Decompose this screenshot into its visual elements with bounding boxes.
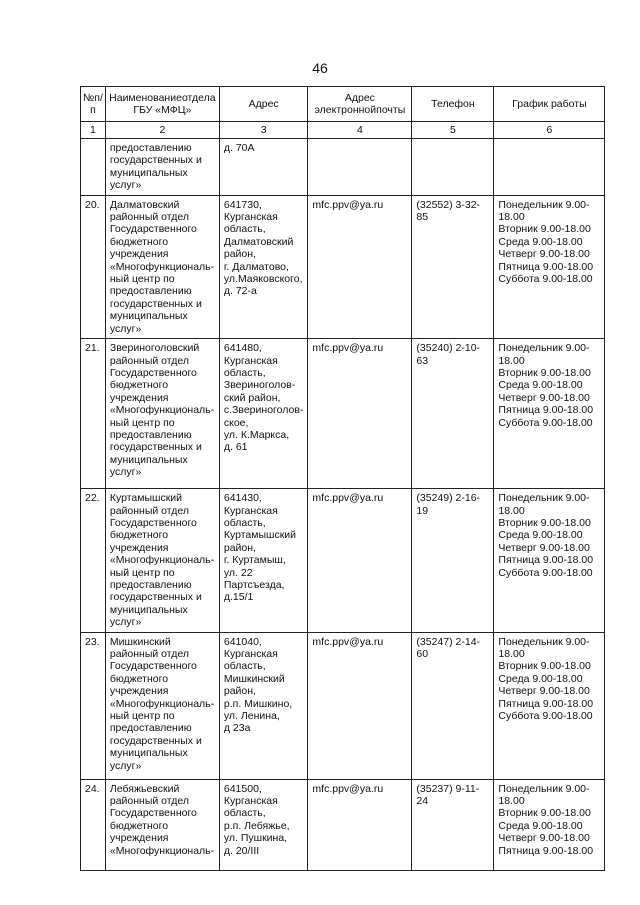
office-schedule-line: Пятница 9.00-18.00	[498, 260, 594, 273]
row-number	[81, 139, 106, 196]
office-schedule-line: Вторник 9.00-18.00	[498, 516, 591, 529]
office-schedule-line: Четверг 9.00-18.00	[498, 391, 590, 404]
office-schedule	[494, 779, 605, 870]
office-schedule-line: Понедельник 9.00-	[498, 198, 590, 211]
office-name	[105, 779, 219, 870]
row-number: 21.	[81, 339, 106, 489]
office-email	[308, 139, 412, 196]
office-schedule-line: Суббота 9.00-18.00	[498, 710, 593, 722]
header-line: отдела ГБУ «МФЦ»	[133, 91, 216, 116]
office-email	[308, 195, 412, 338]
office-address-line: р.п. Мишкино,	[223, 697, 293, 710]
col-number: 5	[412, 122, 494, 139]
header-line: Адрес	[248, 97, 279, 110]
office-address-line: ул.Маяковского,	[223, 273, 303, 286]
office-phone-line: 60	[416, 647, 429, 660]
office-name-line: «Многофункциональ-	[109, 554, 215, 567]
office-schedule-line: 18.00	[498, 794, 525, 807]
office-name-line: муниципальных	[109, 310, 188, 323]
office-address	[219, 779, 308, 870]
office-address-line: ул. К.Маркса,	[223, 428, 290, 441]
office-address-line: 641040,	[223, 635, 262, 648]
page-number: 46	[312, 60, 328, 76]
office-name-line: районный отдел	[109, 794, 189, 807]
office-name	[105, 489, 219, 632]
office-schedule-line: Понедельник 9.00-	[498, 782, 590, 795]
office-name-line: государственных и	[109, 297, 202, 310]
office-name-line: Далматовский	[109, 198, 180, 211]
col-number: 4	[308, 122, 412, 139]
office-schedule-line: Вторник 9.00-18.00	[498, 807, 591, 820]
office-name-line: муниципальных	[109, 747, 188, 760]
office-email	[308, 339, 412, 489]
office-phone-line: (35247) 2-14-	[416, 635, 481, 648]
office-name-line: предоставлению	[109, 428, 192, 441]
office-name-line: районный отдел	[109, 647, 189, 660]
office-email-line: mfc.ppv@ya.ru	[312, 342, 384, 355]
col-number: 3	[219, 122, 308, 139]
office-email	[308, 489, 412, 632]
office-name-line: предоставлению	[109, 285, 192, 298]
office-schedule-line: Вторник 9.00-18.00	[498, 366, 591, 379]
office-schedule	[494, 632, 605, 779]
office-name-line: «Многофункциональ-	[109, 404, 215, 417]
office-schedule-line: 18.00	[498, 647, 525, 660]
office-phone-line: (35249) 2-16-	[416, 492, 481, 505]
office-address-line: область,	[223, 366, 266, 379]
office-schedule-line: Пятница 9.00-18.00	[498, 844, 594, 857]
office-address-line: область,	[223, 660, 266, 673]
column-number-row	[81, 122, 605, 139]
header-phone	[412, 87, 494, 122]
office-schedule-line: Понедельник 9.00-	[498, 492, 590, 505]
office-email-line: mfc.ppv@ya.ru	[312, 492, 384, 505]
office-name-line: ный центр по	[109, 710, 175, 722]
row-number: 22.	[81, 489, 106, 632]
office-address-line: ул. Ленина,	[223, 710, 280, 722]
header-line: Адрес электронной	[314, 91, 377, 116]
office-name-line: услуг»	[109, 616, 142, 629]
office-name-line: Государственного	[109, 366, 197, 379]
office-address-line: 641500,	[223, 782, 262, 795]
office-schedule-line: Среда 9.00-18.00	[498, 672, 583, 685]
office-name-line: ный центр по	[109, 566, 175, 579]
office-name-line: государственных и	[109, 734, 202, 747]
office-email-line: mfc.ppv@ya.ru	[312, 198, 384, 211]
row-number: 20.	[81, 195, 106, 338]
office-schedule-line: Пятница 9.00-18.00	[498, 404, 594, 417]
office-name-line: Лебяжьевский	[109, 782, 180, 795]
office-name	[105, 139, 219, 196]
row-number: 24.	[81, 779, 106, 870]
office-address-line: 641730,	[223, 198, 262, 211]
office-name-line: Государственного	[109, 516, 197, 529]
office-schedule-line: Среда 9.00-18.00	[498, 235, 583, 248]
office-name-line: «Многофункциональ-	[109, 697, 215, 710]
office-address-line: район,	[223, 685, 256, 698]
office-name-line: государственных и	[109, 591, 202, 604]
office-schedule-line: Четверг 9.00-18.00	[498, 685, 590, 698]
offices-table	[80, 86, 605, 871]
office-schedule-line: Четверг 9.00-18.00	[498, 832, 590, 845]
office-name-line: районный отдел	[109, 504, 189, 517]
office-email-line: mfc.ppv@ya.ru	[312, 635, 384, 648]
col-number: 6	[494, 122, 605, 139]
office-name-line: районный отдел	[109, 354, 189, 367]
office-name-line: государственных и	[109, 154, 202, 167]
office-address-line: область,	[223, 516, 266, 529]
office-name-line: предоставлению	[109, 578, 192, 591]
office-phone	[412, 139, 494, 196]
header-line: График работы	[512, 97, 587, 110]
office-schedule-line: 18.00	[498, 504, 525, 517]
office-phone-line: (32552) 3-32-	[416, 198, 481, 211]
office-schedule	[494, 139, 605, 196]
table-header-row	[81, 87, 605, 122]
office-address-line: Курганская	[223, 211, 278, 224]
office-schedule	[494, 489, 605, 632]
office-address-line: 641430,	[223, 492, 262, 505]
office-address-line: область,	[223, 223, 266, 236]
office-name-line: Мишкинский	[109, 635, 171, 648]
office-schedule-line: Понедельник 9.00-	[498, 635, 590, 648]
office-name-line: бюджетного	[109, 819, 169, 832]
office-address	[219, 139, 308, 196]
office-name-line: государственных и	[109, 441, 202, 454]
office-address-line: р.п. Лебяжье,	[223, 819, 290, 832]
office-name-line: бюджетного	[109, 235, 169, 248]
office-name-line: Звериноголовский	[109, 342, 200, 355]
header-line: Наименование	[109, 91, 182, 104]
office-name-line: бюджетного	[109, 672, 169, 685]
table-row	[81, 489, 605, 632]
office-name	[105, 632, 219, 779]
office-schedule-line: Суббота 9.00-18.00	[498, 566, 593, 579]
office-address-line: область,	[223, 807, 266, 820]
office-phone-line: (35240) 2-10-	[416, 342, 481, 355]
office-schedule	[494, 339, 605, 489]
header-line: п/п	[90, 91, 103, 116]
header-line: Телефон	[431, 97, 475, 110]
office-address-line: с.Звериноголов-	[223, 404, 304, 417]
table-row	[81, 632, 605, 779]
office-name-line: услуг»	[109, 466, 142, 479]
office-schedule-line: Пятница 9.00-18.00	[498, 697, 594, 710]
office-schedule-line: Среда 9.00-18.00	[498, 379, 583, 392]
office-name-line: Государственного	[109, 223, 197, 236]
table-row	[81, 139, 605, 196]
office-name-line: муниципальных	[109, 603, 188, 616]
table-row	[81, 339, 605, 489]
office-schedule-line: Суббота 9.00-18.00	[498, 273, 593, 286]
office-name-line: бюджетного	[109, 379, 169, 392]
office-address-line: район,	[223, 541, 256, 554]
office-address-line: Курганская	[223, 647, 278, 660]
office-schedule-line: Среда 9.00-18.00	[498, 819, 583, 832]
office-name-line: учреждения	[109, 832, 169, 845]
office-address-line: Куртамышский	[223, 529, 297, 542]
office-phone-line: 85	[416, 211, 429, 224]
office-phone	[412, 339, 494, 489]
table-row	[81, 195, 605, 338]
office-name-line: услуг»	[109, 759, 142, 772]
office-schedule-line: Суббота 9.00-18.00	[498, 416, 593, 429]
office-name-line: учреждения	[109, 391, 169, 404]
office-address-line: Далматовский	[223, 235, 294, 248]
office-email-line: mfc.ppv@ya.ru	[312, 782, 384, 795]
col-number: 1	[81, 122, 106, 139]
office-address-line: ул. Пушкина,	[223, 832, 288, 845]
office-schedule-line: 18.00	[498, 354, 525, 367]
office-address	[219, 195, 308, 338]
office-schedule-line: Вторник 9.00-18.00	[498, 223, 591, 236]
office-name-line: бюджетного	[109, 529, 169, 542]
office-address-line: г. Куртамыш,	[223, 554, 286, 567]
office-name-line: учреждения	[109, 248, 169, 261]
office-name-line: услуг»	[109, 179, 142, 192]
office-address-line: г. Далматово,	[223, 260, 289, 273]
office-address-line: ское,	[223, 416, 249, 429]
office-name-line: муниципальных	[109, 453, 188, 466]
office-name-line: Куртамышский	[109, 492, 183, 505]
header-email	[308, 87, 412, 122]
row-number: 23.	[81, 632, 106, 779]
office-address-line: ский район,	[223, 391, 281, 404]
office-phone-line: (35237) 9-11-	[416, 782, 480, 795]
office-address-line: Курганская	[223, 794, 278, 807]
office-name-line: учреждения	[109, 541, 169, 554]
office-address-line: ул. 22	[223, 566, 253, 579]
header-line: почты	[376, 104, 406, 116]
office-name-line: «Многофункциональ-	[109, 260, 215, 273]
office-name-line: ный центр по	[109, 273, 175, 286]
office-phone-line: 63	[416, 354, 429, 367]
office-address-line: 641480,	[223, 342, 262, 355]
header-name	[105, 87, 219, 122]
office-schedule-line: Четверг 9.00-18.00	[498, 541, 590, 554]
office-name-line: ный центр по	[109, 416, 175, 429]
office-address-line: Партсъезда,	[223, 578, 285, 591]
office-address	[219, 489, 308, 632]
office-schedule-line: Четверг 9.00-18.00	[498, 248, 590, 261]
office-address-line: Курганская	[223, 504, 278, 517]
office-schedule-line: Вторник 9.00-18.00	[498, 660, 591, 673]
header-address	[219, 87, 308, 122]
office-phone-line: 24	[416, 794, 429, 807]
office-address-line: Звериноголов-	[223, 379, 296, 392]
header-line: №	[83, 91, 95, 104]
office-name	[105, 195, 219, 338]
office-phone	[412, 632, 494, 779]
header-schedule	[494, 87, 605, 122]
office-name-line: учреждения	[109, 685, 169, 698]
office-name-line: муниципальных	[109, 166, 188, 179]
header-num	[81, 87, 106, 122]
office-schedule-line: 18.00	[498, 211, 525, 224]
office-name-line: «Многофункциональ-	[109, 844, 215, 857]
office-name-line: Государственного	[109, 660, 197, 673]
table-row	[81, 779, 605, 870]
office-phone	[412, 195, 494, 338]
office-address-line: д 23а	[223, 722, 251, 735]
office-phone	[412, 779, 494, 870]
office-schedule-line: Пятница 9.00-18.00	[498, 554, 594, 567]
col-number: 2	[105, 122, 219, 139]
office-schedule-line: Понедельник 9.00-	[498, 342, 590, 355]
office-address-line: Мишкинский	[223, 672, 285, 685]
office-address	[219, 632, 308, 779]
office-phone	[412, 489, 494, 632]
office-name-line: Государственного	[109, 807, 197, 820]
office-email	[308, 779, 412, 870]
office-address-line: Курганская	[223, 354, 278, 367]
office-name-line: предоставлению	[109, 722, 192, 735]
office-address-line: д. 72-а	[223, 285, 257, 298]
office-address-line: д. 61	[223, 441, 248, 454]
office-phone-line: 19	[416, 504, 429, 517]
office-address-line: д.15/1	[223, 591, 254, 604]
office-name-line: услуг»	[109, 322, 142, 335]
office-name	[105, 339, 219, 489]
office-address-line: д. 20/III	[223, 844, 260, 857]
office-schedule-line: Среда 9.00-18.00	[498, 529, 583, 542]
office-name-line: предоставлению	[109, 142, 192, 154]
office-name-line: районный отдел	[109, 211, 189, 224]
office-address-line: район,	[223, 248, 256, 261]
office-email	[308, 632, 412, 779]
office-address	[219, 339, 308, 489]
office-schedule	[494, 195, 605, 338]
office-address-line: д. 70А	[223, 142, 255, 154]
